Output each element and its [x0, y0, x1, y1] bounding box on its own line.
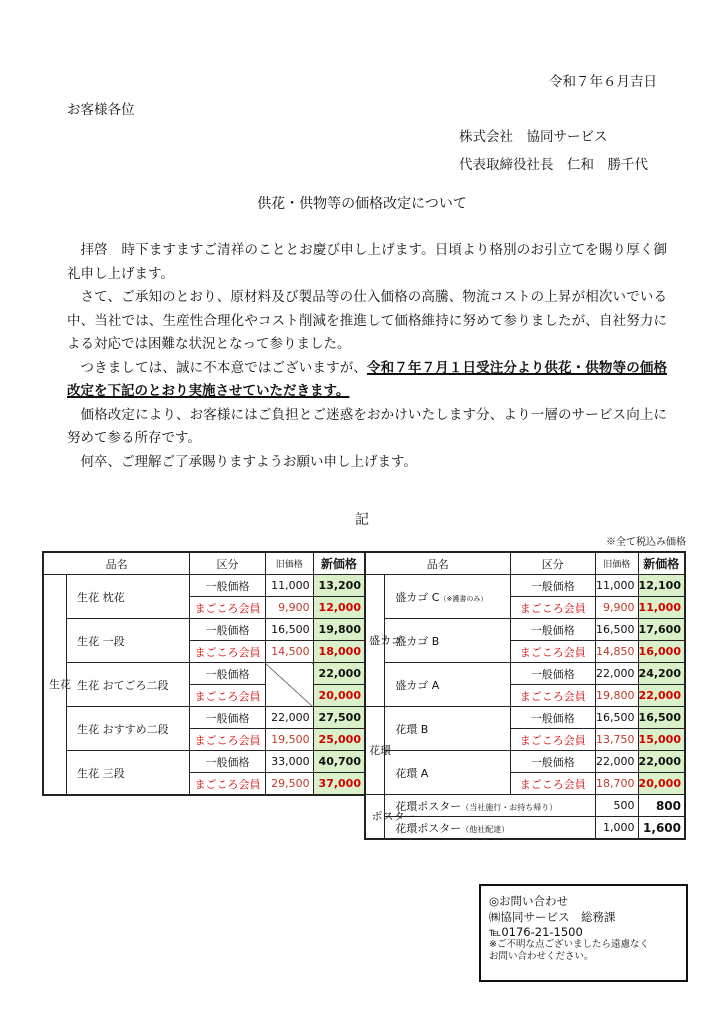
- header-old-price: 旧価格: [596, 552, 639, 575]
- new-price: 800: [638, 795, 685, 817]
- type-general: 一般価格: [190, 707, 266, 729]
- price-table-left: [42, 551, 366, 796]
- new-price: 22,000: [313, 663, 365, 685]
- new-price: 24,200: [638, 663, 685, 685]
- header-type: 区分: [510, 552, 595, 575]
- representative-name: 代表取締役社長 仁和 勝千代: [459, 157, 648, 173]
- old-price: 500: [596, 795, 639, 817]
- contact-note: ※ご不明な点ございましたら遠慮なく: [489, 939, 649, 950]
- type-general: 一般価格: [510, 751, 595, 773]
- old-price: 22,000: [265, 707, 313, 729]
- announcement-lead: つきましては、誠に不本意ではございますが、: [80, 359, 367, 376]
- old-price: 1,000: [596, 817, 639, 840]
- item-name: 生花 枕花: [67, 575, 190, 619]
- table-row: [365, 817, 685, 840]
- table-row: [43, 575, 365, 597]
- addressee: お客様各位: [67, 102, 135, 118]
- type-member: まごころ会員: [190, 597, 266, 619]
- header-new-price: 新価格: [313, 552, 365, 575]
- type-general: 一般価格: [190, 663, 266, 685]
- item-name: 生花 三段: [67, 751, 190, 796]
- old-price: 9,900: [265, 597, 313, 619]
- new-price: 17,600: [638, 619, 685, 641]
- table-row: [365, 795, 685, 817]
- new-price: 12,000: [313, 597, 365, 619]
- type-general: 一般価格: [510, 619, 595, 641]
- paragraph-greeting: 拝啓 時下ますますご清祥のこととお慶び申し上げます。日頃より格別のお引立てを賜り厚く御礼申し上げます。: [67, 242, 667, 282]
- old-price: 19,500: [265, 729, 313, 751]
- contact-box: [479, 884, 688, 982]
- old-price: 16,500: [265, 619, 313, 641]
- old-price: 11,000: [596, 575, 639, 597]
- old-price: 14,850: [596, 641, 639, 663]
- table-row: [365, 663, 685, 685]
- old-price: 22,000: [596, 663, 639, 685]
- paragraph-closing: 何卒、ご理解ご了承賜りますようお願い申し上げます。: [80, 453, 417, 470]
- header-new-price: 新価格: [638, 552, 685, 575]
- type-member: まごころ会員: [190, 729, 266, 751]
- table-header-row: [365, 552, 685, 575]
- contact-note: お問い合わせください。: [489, 951, 594, 962]
- contact-tel: ℡0176-21-1500: [489, 925, 583, 939]
- item-name: 生花 おすすめ二段: [67, 707, 190, 751]
- issue-date: 令和７年６月吉日: [549, 74, 657, 90]
- table-row: [43, 663, 365, 685]
- old-price: 33,000: [265, 751, 313, 773]
- new-price: 27,500: [313, 707, 365, 729]
- paragraph-apology: 価格改定により、お客様にはご負担とご迷惑をおかけいたします分、より一層のサービス向上に努めて参る所存です。: [67, 406, 667, 446]
- table-row: [43, 707, 365, 729]
- table-row: [365, 707, 685, 729]
- type-member: まごころ会員: [510, 641, 595, 663]
- header-name: 品名: [43, 552, 190, 575]
- type-member: まごころ会員: [510, 685, 595, 707]
- paragraph-reason: さて、ご承知のとおり、原材料及び製品等の仕入価格の高騰、物流コストの上昇が相次いでいる中、当社では、生産性合理化やコスト削減を推進して価格維持に努めて参りましたが、自社努力による対応では困難な状況となって参りました。: [67, 289, 667, 352]
- new-price: 19,800: [313, 619, 365, 641]
- type-general: 一般価格: [510, 707, 595, 729]
- new-price: 25,000: [313, 729, 365, 751]
- type-general: 一般価格: [190, 619, 266, 641]
- item-note: （他社配達）: [461, 824, 510, 834]
- table-row: [43, 619, 365, 641]
- new-price: 16,000: [638, 641, 685, 663]
- old-price: 11,000: [265, 575, 313, 597]
- item-name: 盛カゴ B: [385, 619, 510, 663]
- type-general: 一般価格: [510, 575, 595, 597]
- item-name: 花環 A: [385, 751, 510, 795]
- type-member: まごころ会員: [510, 597, 595, 619]
- company-name: 株式会社 協同サービス: [459, 129, 608, 145]
- new-price: 15,000: [638, 729, 685, 751]
- old-price: 19,800: [596, 685, 639, 707]
- category-basket: 盛カゴ: [365, 575, 385, 707]
- new-price: 22,000: [638, 685, 685, 707]
- type-member: まごころ会員: [190, 685, 266, 707]
- header-old-price: 旧価格: [265, 552, 313, 575]
- new-price: 20,000: [313, 685, 365, 707]
- sender-block: [459, 123, 648, 179]
- item-name: 盛カゴ C（※護書のみ）: [385, 575, 510, 619]
- item-name: 盛カゴ A: [385, 663, 510, 707]
- item-name: 生花 一段: [67, 619, 190, 663]
- old-price: 16,500: [596, 619, 639, 641]
- type-member: まごころ会員: [510, 773, 595, 795]
- item-note: （当社施行・お持ち帰り）: [461, 802, 558, 812]
- contact-company: ㈱協同サービス 総務課: [489, 910, 616, 924]
- ki-heading: 記: [355, 512, 369, 528]
- category-wreath: 花環: [365, 707, 385, 795]
- header-type: 区分: [190, 552, 266, 575]
- contact-title: ◎お問い合わせ: [489, 894, 569, 908]
- old-price: 16,500: [596, 707, 639, 729]
- new-price: 13,200: [313, 575, 365, 597]
- letter-subject: 供花・供物等の価格改定について: [257, 196, 467, 212]
- item-note: （※護書のみ）: [439, 594, 488, 603]
- old-price: 9,900: [596, 597, 639, 619]
- table-row: [365, 751, 685, 773]
- table-row: [365, 575, 685, 597]
- new-price: 22,000: [638, 751, 685, 773]
- table-header-row: [43, 552, 365, 575]
- item-name: 花環ポスター（当社施行・お持ち帰り）: [385, 795, 596, 817]
- item-name: 生花 おてごろ二段: [67, 663, 190, 707]
- type-general: 一般価格: [190, 751, 266, 773]
- new-price: 11,000: [638, 597, 685, 619]
- old-price: 14,500: [265, 641, 313, 663]
- table-row: [43, 751, 365, 773]
- header-name: 品名: [365, 552, 510, 575]
- new-price: 18,000: [313, 641, 365, 663]
- table-row: [365, 619, 685, 641]
- type-member: まごころ会員: [190, 773, 266, 796]
- old-price: 13,750: [596, 729, 639, 751]
- new-price: 12,100: [638, 575, 685, 597]
- type-member: まごころ会員: [510, 729, 595, 751]
- announcement-highlight: 令和７年７月１日受注分より供花・供物等の価格改定を下記のとおり実施させていただきます。: [67, 359, 667, 399]
- new-price: 20,000: [638, 773, 685, 795]
- type-general: 一般価格: [190, 575, 266, 597]
- tax-note: ※全て税込み価格: [606, 537, 686, 548]
- old-price: 18,700: [596, 773, 639, 795]
- item-name: 花環 B: [385, 707, 510, 751]
- old-price-not-applicable: [265, 663, 313, 707]
- item-name: 花環ポスター（他社配達）: [385, 817, 596, 840]
- new-price: 16,500: [638, 707, 685, 729]
- paragraph-announcement: [67, 357, 667, 404]
- type-member: まごころ会員: [190, 641, 266, 663]
- old-price: 29,500: [265, 773, 313, 796]
- new-price: 37,000: [313, 773, 365, 796]
- letter-body: [67, 239, 667, 474]
- old-price: 22,000: [596, 751, 639, 773]
- new-price: 1,600: [638, 817, 685, 840]
- category-fresh-flowers: 生花: [43, 575, 67, 796]
- new-price: 40,700: [313, 751, 365, 773]
- category-poster: ポスター: [365, 795, 385, 840]
- price-table-right: [364, 551, 686, 840]
- type-general: 一般価格: [510, 663, 595, 685]
